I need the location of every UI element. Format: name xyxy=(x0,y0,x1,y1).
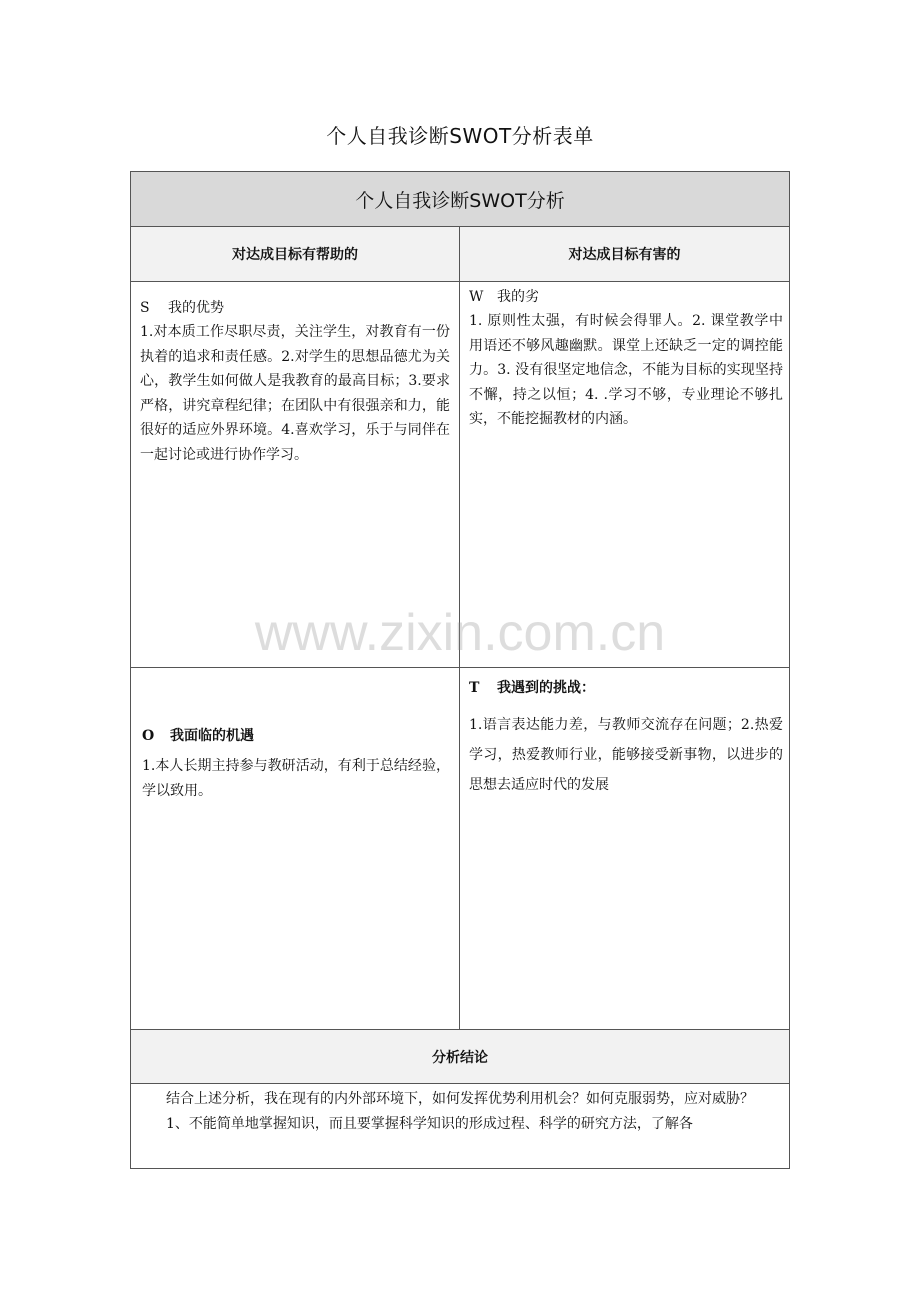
threats-cell xyxy=(460,668,790,1030)
harmful-column-header: 对达成目标有害的 xyxy=(460,227,790,282)
helpful-column-header: 对达成目标有帮助的 xyxy=(131,227,460,282)
weaknesses-letter: W xyxy=(469,289,484,305)
threats-body: 1.语言表达能力差，与教师交流存在问题；2.热爱学习，热爱教师行业，能够接受新事物，以进步的思想去适应时代的发展 xyxy=(469,717,784,793)
strengths-title: 我的优势 xyxy=(168,300,224,316)
opportunities-cell xyxy=(131,668,460,1030)
conclusion-paragraph: 结合上述分析，我在现有的内外部环境下，如何发挥优势利用机会？如何克服弱势，应对威胁？ xyxy=(166,1091,754,1107)
weaknesses-cell xyxy=(460,282,790,668)
strengths-letter: S xyxy=(140,300,150,316)
weaknesses-heading xyxy=(469,285,783,309)
strengths-cell xyxy=(131,282,460,668)
table-header: 个人自我诊断SWOT分析 xyxy=(131,172,790,227)
opportunities-body: 1.本人长期主持参与教研活动，有利于总结经验，学以致用。 xyxy=(142,758,450,799)
threats-letter: T xyxy=(469,680,480,696)
threats-heading xyxy=(469,676,783,700)
conclusion-paragraph: 1、不能简单地掌握知识，而且要掌握科学知识的形成过程、科学的研究方法，了解各 xyxy=(166,1115,693,1132)
opportunities-title: 我面临的机遇 xyxy=(170,728,254,744)
conclusion-cell xyxy=(131,1084,790,1169)
weaknesses-body: 1. 原则性太强，有时候会得罪人。2. 课堂教学中用语还不够风趣幽默。课堂上还缺乏一定的调控能力。3. 没有很坚定地信念，不能为目标的实现坚持不懈，持之以恒；4. .学习不够，专业理论不够扎实，不能挖掘教材的内涵。 xyxy=(469,313,784,427)
threats-title: 我遇到的挑战： xyxy=(497,680,595,696)
strengths-heading xyxy=(140,296,450,320)
swot-table xyxy=(130,171,790,1169)
watermark: www.zixin.com.cn xyxy=(254,604,666,662)
page-title: 个人自我诊断SWOT分析表单 xyxy=(326,124,594,148)
strengths-body: 1.对本质工作尽职尽责，关注学生，对教育有一份执着的追求和责任感。2.对学生的思想品德尤为关心，教学生如何做人是我教育的最高目标；3.要求严格，讲究章程纪律；在团队中有很强亲和力，能很好的适应外界环境。4.喜欢学习，乐于与同伴在一起讨论或进行协作学习。 xyxy=(140,324,450,463)
opportunities-heading xyxy=(142,724,450,748)
weaknesses-title: 我的劣 xyxy=(497,289,539,305)
opportunities-letter: O xyxy=(142,728,155,744)
conclusion-header: 分析结论 xyxy=(131,1030,790,1084)
